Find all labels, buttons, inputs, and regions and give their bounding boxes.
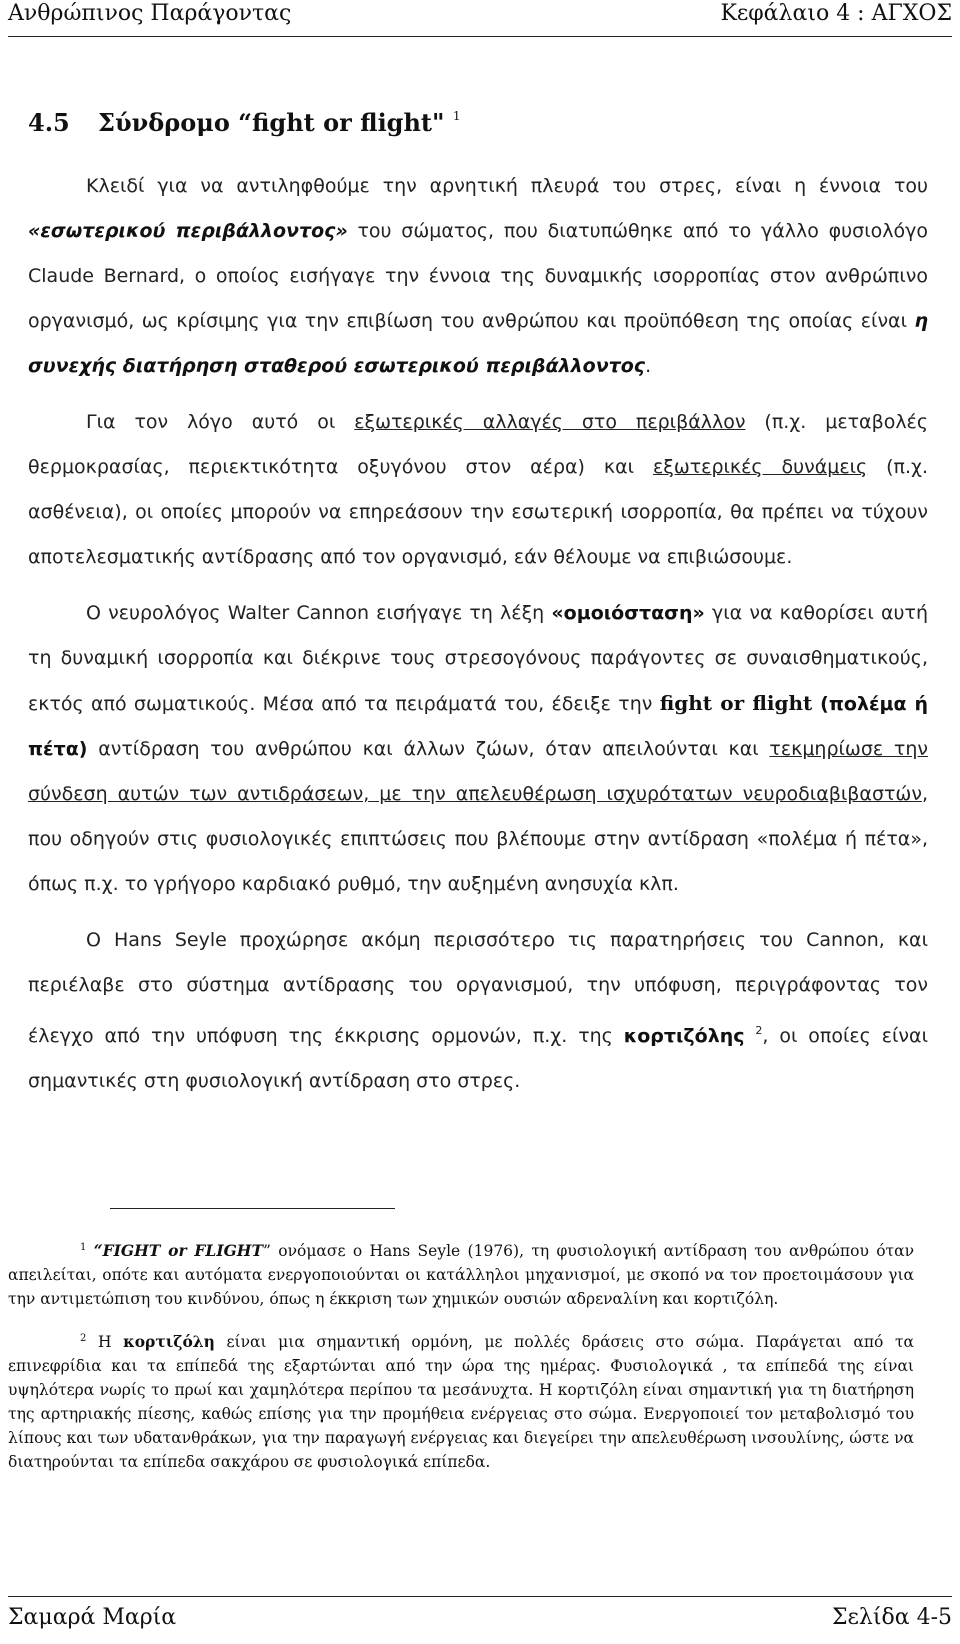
header-chapter: Κεφάλαιο 4 : ΑΓΧΟΣ [720, 1, 952, 26]
footnote-1-number: 1 [80, 1242, 87, 1253]
footnote-1-term: “FIGHT or FLIGHT [93, 1241, 263, 1260]
term-homeostasis: «ομοιόσταση» [551, 602, 705, 624]
footnote-ref-2: 2 [755, 1024, 763, 1037]
paragraph-2: Για τον λόγο αυτό οι εξωτερικές αλλαγές στο περιβάλλον (π.χ. μεταβολές θερμοκρασίας, περιεκτικότητα οξυγόνου στον αέρα) και εξωτερικές δυνάμεις (π.χ. ασθένεια), οι οποίες μπορούν να επηρεάσουν την εσωτερική ισορροπία, θα πρέπει να τύχουν αποτελεσματικής αντίδρασης από τον οργανισμό, εάν θέλουμε να επιβιώσουμε. [28, 411, 928, 568]
header-book-title: Ανθρώπινος Παράγοντας [8, 1, 292, 26]
footnote-ref-1: 1 [452, 109, 461, 123]
section-number: 4.5 [28, 108, 70, 137]
paragraph-4: Ο Hans Seyle προχώρησε ακόμη περισσότερο τις παρατηρήσεις του Cannon, και περιέλαβε στο σύστημα αντίδρασης του οργανισμού, την υπόφυση, περιγράφοντας τον έλεγχο από την υπόφυση της έκκρισης ορμονών, π.χ. της κορτιζόλης $^2$, οι οποίες είναι σημαντικές στη φυσιολογική αντίδραση στο στρες. [28, 929, 928, 1092]
section-title: Σύνδρομο “fight or flight" [98, 108, 445, 137]
footnote-separator [110, 1208, 395, 1209]
term-internal-environment: «εσωτερικού περιβάλλοντος» [28, 220, 348, 242]
underline-external-forces: εξωτερικές δυνάμεις [652, 456, 868, 478]
term-cortisol: κορτιζόλης [623, 1025, 745, 1047]
emphasis-constant-environment: η συνεχής διατήρηση σταθερού εσωτερικού περιβάλλοντος [28, 310, 928, 377]
underline-external-changes: εξωτερικές αλλαγές στο περιβάλλον [354, 411, 746, 433]
term-fight-or-flight: fight or flight [659, 691, 813, 715]
running-header [8, 0, 952, 37]
footer-page-number: Σελίδα 4-5 [831, 1605, 952, 1630]
footnote-2: $^2$ Η κορτιζόλη είναι μια σημαντική ορμόνη, με πολλές δράσεις στο σώμα. Παράγεται από τα επινεφρίδια και τα επίπεδά της εξαρτώνται από την ώρα της ημέρας. Φυσιολογικά , τα επίπεδά της είναι υψηλότερα νωρίς το πρωί και χαμηλότερα περίπου τα μεσάνυχτα. Η κορτιζόλη είναι σημαντική για τη διατήρηση της αρτηριακής πίεσης, καθώς επίσης για την προμήθεια ενέργειας στο σώμα. Ενεργοποιεί τον μεταβολισμό του λίπους και των υδατανθράκων, για την παραγωγή ενέργειας και διεγείρει την απελευθέρωση ινσουλίνης, ώστε να διατηρούνται τα επίπεδα σακχάρου σε φυσιολογικά επίπεδα. [8, 1332, 914, 1471]
footer-author: Σαμαρά Μαρία [8, 1605, 177, 1630]
section-heading [28, 108, 461, 137]
footnote-2-term: κορτιζόλη [123, 1332, 215, 1351]
footnote-2-number: 2 [80, 1333, 87, 1344]
term-fight-or-flight-greek: (πολέμα ή πέτα) [28, 693, 929, 760]
body-text [28, 164, 928, 1104]
underline-documented-link: τεκμηρίωσε την σύνδεση αυτών των αντιδράσεων, με την απελευθέρωση ισχυρότατων νευροδιαβιβαστών [28, 738, 928, 805]
running-footer [8, 1596, 952, 1637]
footnotes [8, 1236, 914, 1474]
paragraph-3: Ο νευρολόγος Walter Cannon εισήγαγε τη λέξη «ομοιόσταση» για να καθορίσει αυτή τη δυναμική ισορροπία και διέκρινε τους στρεσογόνους παράγοντες σε συναισθηματικούς, εκτός από σωματικούς. Μέσα από τα πειράματά του, έδειξε την fight or flight (πολέμα ή πέτα) αντίδραση του ανθρώπου και άλλων ζώων, όταν απειλούνται και τεκμηρίωσε την σύνδεση αυτών των αντιδράσεων, με την απελευθέρωση ισχυρότατων νευροδιαβιβαστών, που οδηγούν στις φυσιολογικές επιπτώσεις που βλέπουμε στην αντίδραση «πολέμα ή πέτα», όπως π.χ. το γρήγορο καρδιακό ρυθμό, την αυξημένη ανησυχία κλπ. [28, 602, 929, 895]
footnote-1: $^1$ “FIGHT or FLIGHT” ονόμασε ο Hans Seyle (1976), τη φυσιολογική αντίδραση του ανθρώπου όταν απειλείται, οπότε και αυτόματα ενεργοποιούνται οι κατάλληλοι μηχανισμοί, με σκοπό να τον προετοιμάσουν για την αντιμετώπιση του κινδύνου, όπως η έκκριση των χημικών ουσιών αδρεναλίνη και κορτιζόλη. [8, 1241, 914, 1308]
paragraph-1: Κλειδί για να αντιληφθούμε την αρνητική πλευρά του στρες, είναι η έννοια του «εσωτερικού περιβάλλοντος» του σώματος, που διατυπώθηκε από το γάλλο φυσιολόγο Claude Bernard, ο οποίος εισήγαγε την έννοια της δυναμικής ισορροπίας στον ανθρώπινο οργανισμό, ως κρίσιμης για την επιβίωση του ανθρώπου και προϋπόθεση της οποίας είναι η συνεχής διατήρηση σταθερού εσωτερικού περιβάλλοντος. [28, 175, 928, 377]
